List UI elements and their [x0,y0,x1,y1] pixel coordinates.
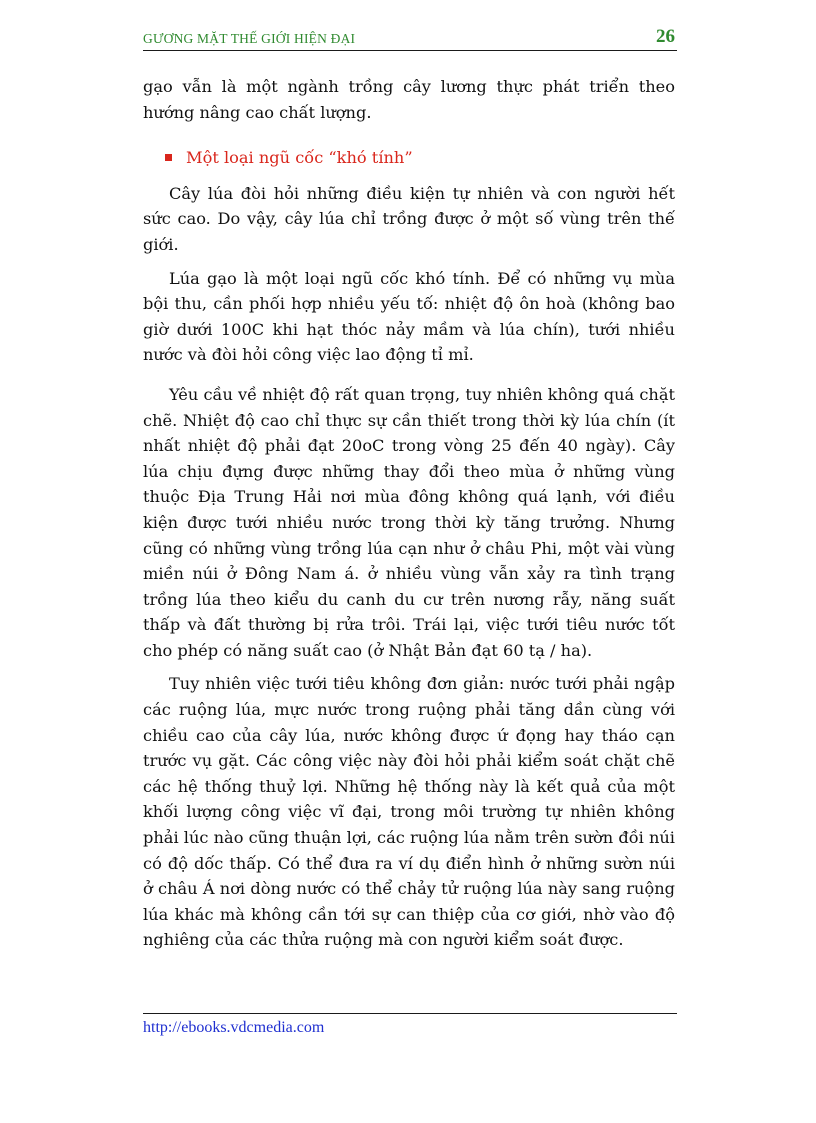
page-body [143,74,675,953]
page-header [143,28,677,51]
intro-paragraph: gạo vẫn là một ngành trồng cây lương thực phát triển theo hướng nâng cao chất lượng. [143,77,675,122]
page-number: 26 [656,26,675,47]
footer-link[interactable]: http://ebooks.vdcmedia.com [143,1019,325,1036]
square-bullet-icon [165,154,172,161]
section-heading-text: Một loại ngũ cốc “khó tính” [186,148,413,168]
paragraph-1: Cây lúa đòi hỏi những điều kiện tự nhiên và con người hết sức cao. Do vậy, cây lúa chỉ trồng được ở một số vùng trên thế giới. [143,183,675,254]
paragraph-3: Yêu cầu về nhiệt độ rất quan trọng, tuy nhiên không quá chặt chẽ. Nhiệt độ cao chỉ thực sự cần thiết trong thời kỳ lúa chín (ít nhất nhiệt độ phải đạt 20oC trong vòng 25 đến 40 ngày). Cây lúa chịu đựng được những thay đổi theo mùa ở những vùng thuộc Địa Trung Hải nơi mùa đông không quá lạnh, với điều kiện được tưới nhiều nước trong thời kỳ tăng trưởng. Nhưng cũng có những vùng trồng lúa cạn như ở châu Phi, một vài vùng miền núi ở Đông Nam á. ở nhiều vùng vẫn xảy ra tình trạng trồng lúa theo kiểu du canh du cư trên nương rẫy, năng suất thấp và đất thường bị rửa trôi. Trái lại, việc tưới tiêu nước tốt cho phép có năng suất cao (ở Nhật Bản đạt 60 tạ / ha). [143,384,675,660]
section-heading [143,145,675,171]
footer-divider [143,1013,677,1014]
running-title: GƯƠNG MẶT THẾ GIỚI HIỆN ĐẠI [143,31,356,46]
paragraph-2: Lúa gạo là một loại ngũ cốc khó tính. Để có những vụ mùa bội thu, cần phối hợp nhiều yếu tố: nhiệt độ ôn hoà (không bao giờ dưới 100C khi hạt thóc nảy mầm và lúa chín), tưới nhiều nước và đòi hỏi công việc lao động tỉ mỉ. [143,268,675,365]
paragraph-4: Tuy nhiên việc tưới tiêu không đơn giản: nước tưới phải ngập các ruộng lúa, mực nước trong ruộng phải tăng dần cùng với chiều cao của cây lúa, nước không được ứ đọng hay tháo cạn trước vụ gặt. Các công việc này đòi hỏi phải kiểm soát chặt chẽ các hệ thống thuỷ lợi. Những hệ thống này là kết quả của một khối lượng công việc vĩ đại, trong môi trường tự nhiên không phải lúc nào cũng thuận lợi, các ruộng lúa nằm trên sườn đồi núi có độ dốc thấp. Có thể đưa ra ví dụ điển hình ở những sườn núi ở châu Á nơi dòng nước có thể chảy tử ruộng lúa này sang ruộng lúa khác mà không cần tới sự can thiệp của cơ giới, nhờ vào độ nghiêng của các thửa ruộng mà con người kiểm soát được. [143,674,675,950]
